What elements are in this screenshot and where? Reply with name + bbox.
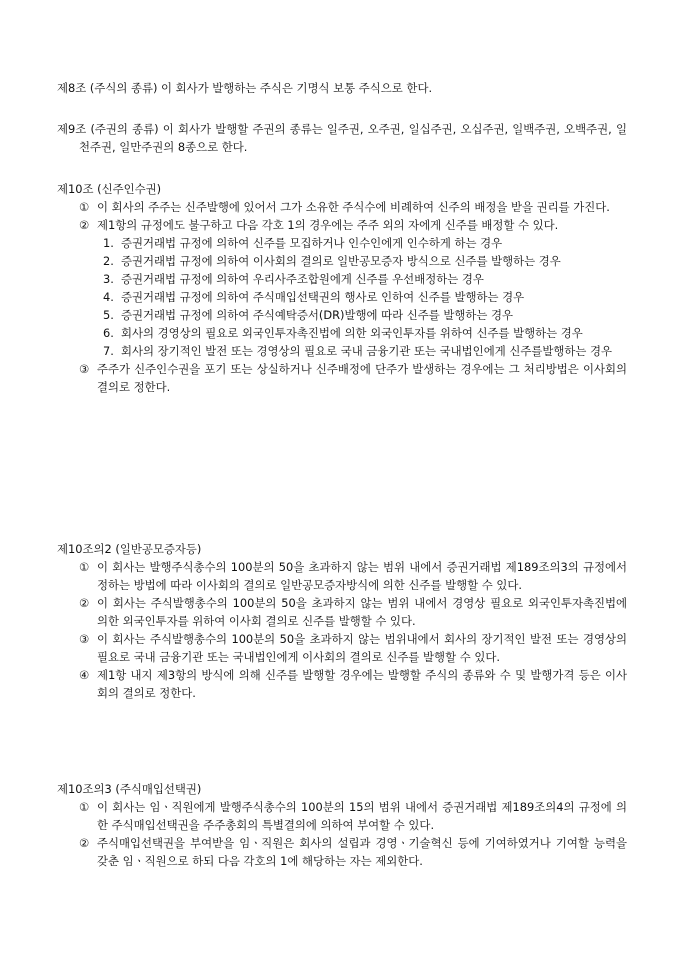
article-8 [57, 79, 627, 97]
article-10 [57, 180, 627, 396]
article-10-item-2 [57, 216, 627, 234]
item-text: 제1항의 규정에도 불구하고 다음 각호 1의 경우에는 주주 외의 자에게 신주를 배정할 수 있다. [97, 218, 559, 232]
item-number-mark: ① [79, 560, 90, 574]
subitem-number: 3. [103, 272, 114, 286]
subitem-number: 1. [103, 236, 114, 250]
article-10-item-1 [57, 198, 627, 216]
article-10-2-item-4 [57, 666, 627, 702]
subitem-text: 증권거래법 규정에 의하여 우리사주조합원에게 신주를 우선배정하는 경우 [121, 272, 484, 286]
subitem-text: 증권거래법 규정에 의하여 주식매입선택권의 행사로 인하여 신주를 발행하는 경우 [121, 290, 525, 304]
article-9-text: 제9조 (주권의 종류) 이 회사가 발행할 주권의 종류는 일주권, 오주권, 일십주권, 오십주권, 일백주권, 오백주권, 일천주권, 일만주권의 8종으로 한다. [57, 122, 627, 154]
article-10-2-heading: 제10조의2 (일반공모증자등) [57, 542, 202, 556]
item-number-mark: ③ [79, 362, 90, 376]
subitem-text: 증권거래법 규정에 의하여 이사회의 결의로 일반공모증자 방식으로 신주를 발행하는 경우 [121, 254, 561, 268]
article-10-item-3 [57, 360, 627, 396]
article-10-subitem-6 [57, 324, 627, 342]
subitem-text: 회사의 장기적인 발전 또는 경영상의 필요로 국내 금융기관 또는 국내법인에게 신주를발행하는 경우 [121, 344, 612, 358]
item-number-mark: ④ [79, 668, 90, 682]
item-number-mark: ① [79, 800, 90, 814]
subitem-text: 증권거래법 규정에 의하여 주식예탁증서(DR)발행에 따라 신주를 발행하는 경우 [121, 308, 514, 322]
subitem-number: 4. [103, 290, 114, 304]
item-text: 이 회사는 임ㆍ직원에게 발행주식총수의 100분의 15의 범위 내에서 증권거래법 제189조의4의 규정에 의한 주식매입선택권을 주주총회의 특별결의에 의하여 부여할 수 있다. [97, 800, 627, 832]
article-10-3 [57, 780, 627, 870]
item-text: 이 회사는 발행주식총수의 100분의 50을 초과하지 않는 범위 내에서 증권거래법 제189조의3의 규정에서 정하는 방법에 따라 이사회의 결의로 일반공모증자방식에 의한 신주를 발행할 수 있다. [97, 560, 627, 592]
article-10-subitem-7 [57, 342, 627, 360]
subitem-text: 증권거래법 규정에 의하여 신주를 모집하거나 인수인에게 인수하게 하는 경우 [121, 236, 503, 250]
item-text: 주식매입선택권을 부여받을 임ㆍ직원은 회사의 설립과 경영ㆍ기술혁신 등에 기여하였거나 기여할 능력을 갖춘 임ㆍ직원으로 하되 다음 각호의 1에 해당하는 자는 제외한다. [97, 836, 627, 868]
item-text: 이 회사는 주식발행총수의 100분의 50을 초과하지 않는 범위내에서 회사의 장기적인 발전 또는 경영상의 필요로 국내 금융기관 또는 국내법인에게 이사회의 결의로 신주를 발행할 수 있다. [97, 632, 627, 664]
item-number-mark: ① [79, 200, 90, 214]
article-9 [57, 120, 627, 156]
article-8-text: 제8조 (주식의 종류) 이 회사가 발행하는 주식은 기명식 보통 주식으로 한다. [57, 81, 433, 95]
item-text: 제1항 내지 제3항의 방식에 의해 신주를 발행할 경우에는 발행할 주식의 종류와 수 및 발행가격 등은 이사회의 결의로 정한다. [97, 668, 627, 700]
article-10-subitem-4 [57, 288, 627, 306]
item-text: 이 회사의 주주는 신주발행에 있어서 그가 소유한 주식수에 비례하여 신주의 배정을 받을 권리를 가진다. [97, 200, 610, 214]
item-text: 이 회사는 주식발행총수의 100분의 50을 초과하지 않는 범위 내에서 경영상 필요로 외국인투자촉진법에 의한 외국인투자를 위하여 이사회 결의로 신주를 발행할 수 있다. [97, 596, 627, 628]
article-10-subitem-3 [57, 270, 627, 288]
subitem-number: 6. [103, 326, 114, 340]
subitem-number: 5. [103, 308, 114, 322]
subitem-number: 2. [103, 254, 114, 268]
item-number-mark: ② [79, 836, 90, 850]
subitem-text: 회사의 경영상의 필요로 외국인투자촉진법에 의한 외국인투자를 위하여 신주를 발행하는 경우 [121, 326, 583, 340]
item-text: 주주가 신주인수권을 포기 또는 상실하거나 신주배정에 단주가 발생하는 경우에는 그 처리방법은 이사회의 결의로 정한다. [97, 362, 627, 394]
article-10-2-item-1 [57, 558, 627, 594]
article-10-2-item-2 [57, 594, 627, 630]
article-10-3-item-1 [57, 798, 627, 834]
item-number-mark: ② [79, 596, 90, 610]
article-10-3-heading: 제10조의3 (주식매입선택권) [57, 782, 202, 796]
article-10-heading: 제10조 (신주인수권) [57, 182, 162, 196]
article-10-subitem-1 [57, 234, 627, 252]
article-10-subitem-5 [57, 306, 627, 324]
article-10-2-item-3 [57, 630, 627, 666]
article-10-2 [57, 540, 627, 702]
article-10-subitem-2 [57, 252, 627, 270]
subitem-number: 7. [103, 344, 114, 358]
item-number-mark: ② [79, 218, 90, 232]
article-10-3-item-2 [57, 834, 627, 870]
item-number-mark: ③ [79, 632, 90, 646]
